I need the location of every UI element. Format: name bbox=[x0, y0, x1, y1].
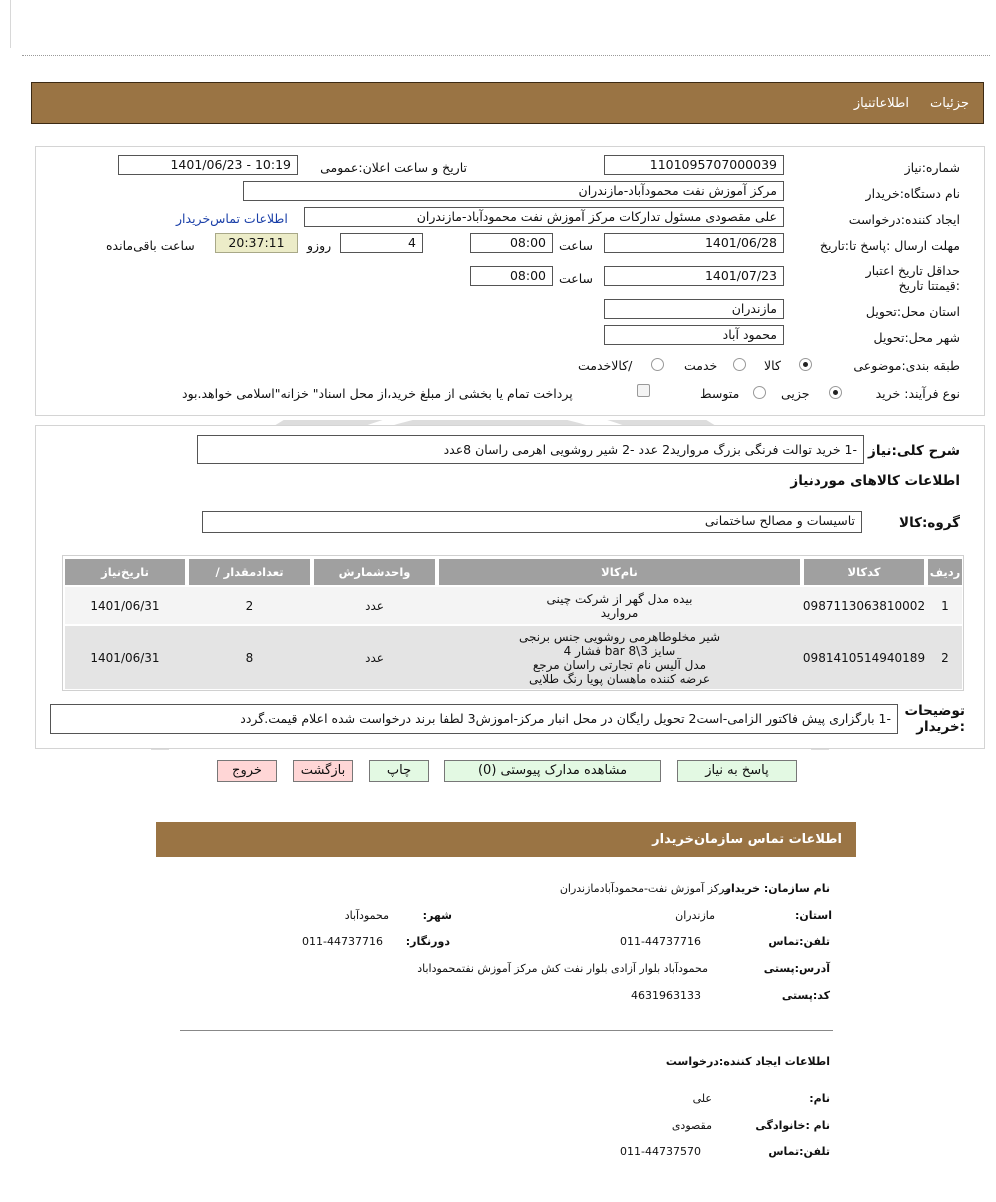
buyer-notes-label: توضیحات :خریدار bbox=[904, 703, 965, 735]
remaining-timer: 20:37:11 bbox=[215, 233, 298, 253]
process-medium-radio[interactable] bbox=[753, 386, 766, 399]
contact-phone-value: 011-44737716 bbox=[620, 935, 701, 948]
contact-province-value: مازندران bbox=[675, 909, 715, 922]
contact-province-label: استان: bbox=[795, 909, 832, 922]
contact-city-value: محمودآباد bbox=[344, 909, 389, 922]
category-both-radio[interactable] bbox=[651, 358, 664, 371]
row2-unit: عدد bbox=[365, 650, 384, 665]
goods-group-label: گروه:کالا bbox=[899, 515, 960, 531]
contact-fax-label: دورنگار: bbox=[405, 935, 450, 948]
announce-datetime-field: 1401/06/23 - 10:19 bbox=[118, 155, 298, 175]
deadline-time-field: 08:00 bbox=[470, 233, 553, 253]
province-field: مازندران bbox=[604, 299, 784, 319]
col-unit-header: واحدشمارش bbox=[314, 559, 435, 585]
treasury-payment-checkbox[interactable] bbox=[637, 384, 650, 397]
validity-date-field: 1401/07/23 bbox=[604, 266, 784, 286]
buyer-org-label: نام دستگاه:خریدار bbox=[865, 186, 960, 201]
announce-label: تاریخ و ساعت اعلان:عمومی bbox=[320, 160, 467, 175]
contact-address-value: محمودآباد بلوار آزادی بلوار نفت کش مرکز آموزش نفتمحموداباد bbox=[417, 962, 708, 975]
deadline-label: مهلت ارسال :پاسخ تا:تاریخ bbox=[819, 238, 960, 253]
row2-name-line3: مدل آلیس نام تجارتی راسان مرجع bbox=[532, 657, 707, 672]
creator-title: اطلاعات ایجاد کننده:درخواست bbox=[665, 1055, 830, 1068]
creator-phone-value: 011-44737570 bbox=[620, 1145, 701, 1158]
creator-phone-label: تلفن:تماس bbox=[768, 1145, 830, 1158]
contact-fax-value: 011-44737716 bbox=[302, 935, 383, 948]
process-label: نوع فرآیند: خرید bbox=[875, 386, 960, 401]
validity-label: حداقل تاریخ اعتبار :قیمتتا تاریخ bbox=[865, 263, 960, 293]
goods-section-title: اطلاعات کالاهای موردنیاز bbox=[790, 473, 960, 489]
requester-label: ایجاد کننده:درخواست bbox=[848, 212, 960, 227]
city-label: شهر محل:تحویل bbox=[873, 330, 960, 345]
category-goods-radio[interactable] bbox=[799, 358, 812, 371]
summary-field: -1 خرید توالت فرنگی بزرگ مروارید2 عدد -2 شیر روشویی اهرمی راسان 8عدد bbox=[197, 435, 864, 464]
org-label: نام سازمان: خریدار bbox=[724, 882, 830, 895]
validity-time-field: 08:00 bbox=[470, 266, 553, 286]
contact-title: اطلاعات تماس سازمان‌خریدار bbox=[652, 832, 842, 847]
deadline-date-field: 1401/06/28 bbox=[604, 233, 784, 253]
row1-qty: 2 bbox=[245, 598, 254, 613]
province-label: استان محل:تحویل bbox=[865, 304, 960, 319]
goods-group-field: تاسیسات و مصالح ساختمانی bbox=[202, 511, 862, 533]
category-both-label: /کالاخدمت bbox=[578, 358, 633, 373]
row1-name-line1: بیده مدل گهر از شرکت چینی bbox=[546, 591, 693, 606]
process-minor-radio[interactable] bbox=[829, 386, 842, 399]
category-label: طبقه بندی:موضوعی bbox=[853, 358, 960, 373]
category-service-label: خدمت bbox=[684, 358, 718, 373]
creator-name-value: علی bbox=[692, 1092, 712, 1105]
row1-name bbox=[439, 587, 800, 624]
treasury-payment-note: پرداخت تمام یا بخشی از مبلغ خرید،از محل اسناد" خزانه"اسلامی خواهد.بود bbox=[182, 386, 573, 401]
contact-address-label: آدرس:پستی bbox=[763, 962, 830, 975]
row2-index: 2 bbox=[941, 650, 949, 665]
creator-family-value: مقصودی bbox=[671, 1119, 712, 1132]
requester-field: علی مقصودی مسئول تدارکات مرکز آموزش نفت محمودآباد-مازندران bbox=[304, 207, 784, 227]
contact-header-bar bbox=[156, 822, 856, 857]
print-button[interactable]: چاپ bbox=[369, 760, 429, 782]
col-name-header: نام‌کالا bbox=[439, 559, 800, 585]
row1-name-line2: مروارید bbox=[600, 605, 639, 620]
reply-button[interactable]: پاسخ به نیاز bbox=[677, 760, 797, 782]
category-goods-label: کالا bbox=[764, 358, 781, 373]
row2-qty: 8 bbox=[245, 650, 254, 665]
creator-family-label: نام :خانوادگی bbox=[755, 1119, 830, 1132]
validity-hour-label: ساعت bbox=[559, 271, 594, 286]
days-field: 4 bbox=[340, 233, 423, 253]
view-attachments-button[interactable]: مشاهده مدارک پیوستی (0) bbox=[444, 760, 661, 782]
col-index-header: ردیف bbox=[928, 559, 962, 585]
creator-name-label: نام: bbox=[809, 1092, 830, 1105]
back-button[interactable]: بازگشت bbox=[293, 760, 353, 782]
col-qty-header: / تعدادمقدار bbox=[189, 559, 310, 585]
days-label: روزو bbox=[307, 238, 332, 253]
row2-date: 1401/06/31 bbox=[90, 650, 160, 665]
row1-index: 1 bbox=[941, 598, 949, 613]
row1-unit: عدد bbox=[365, 598, 384, 613]
org-value: مرکز آموزش نفت-محمودآبادمازندران bbox=[559, 882, 731, 895]
tab-need-info[interactable]: اطلاعاتنیاز bbox=[853, 96, 909, 111]
row1-date: 1401/06/31 bbox=[90, 598, 160, 613]
summary-label: شرح کلی:نیاز bbox=[868, 443, 960, 459]
top-divider bbox=[22, 55, 990, 56]
row2-name bbox=[439, 626, 800, 689]
row2-name-line2: فشار 4 bar سایز 3\8 bbox=[563, 643, 676, 658]
need-number-field: 1101095707000039 bbox=[604, 155, 784, 175]
category-service-radio[interactable] bbox=[733, 358, 746, 371]
contact-divider bbox=[180, 1030, 833, 1031]
col-date-header: تاریخ‌نیاز bbox=[65, 559, 185, 585]
process-medium-label: متوسط bbox=[700, 386, 740, 401]
row2-code: 0981410514940189 bbox=[802, 650, 926, 665]
buyer-notes-field: -1 بارگزاری پیش فاکتور الزامی-است2 تحویل رایگان در محل انبار مرکز-اموزش3 لطفا برند درخواست شده اعلام قیمت.گردد bbox=[50, 704, 898, 734]
buyer-org-field: مرکز آموزش نفت محمودآباد-مازندران bbox=[243, 181, 784, 201]
tab-details[interactable]: جزئیات bbox=[930, 96, 969, 111]
page-edge-line bbox=[10, 0, 11, 48]
row2-name-line1: شیر مخلوطاهرمی روشویی جنس برنجی bbox=[518, 629, 721, 644]
remaining-label: ساعت باقی‌مانده bbox=[106, 238, 195, 253]
city-field: محمود آباد bbox=[604, 325, 784, 345]
col-code-header: کدکالا bbox=[804, 559, 924, 585]
contact-postal-value: 4631963133 bbox=[631, 989, 701, 1002]
row1-code: 0987113063810002 bbox=[802, 598, 926, 613]
process-minor-label: جزیی bbox=[781, 386, 810, 401]
exit-button[interactable]: خروج bbox=[217, 760, 277, 782]
row2-name-line4: عرضه کننده ماهسان پویا رنگ طلایی bbox=[528, 671, 711, 686]
need-number-label: شماره:نیاز bbox=[904, 160, 960, 175]
details-header-bar bbox=[31, 82, 984, 124]
contact-phone-label: تلفن:تماس bbox=[768, 935, 830, 948]
buyer-contact-link[interactable]: اطلاعات تماس‌خریدار bbox=[176, 211, 288, 226]
contact-postal-label: کد:پستی bbox=[781, 989, 830, 1002]
deadline-hour-label: ساعت bbox=[559, 238, 594, 253]
contact-city-label: شهر: bbox=[422, 909, 452, 922]
